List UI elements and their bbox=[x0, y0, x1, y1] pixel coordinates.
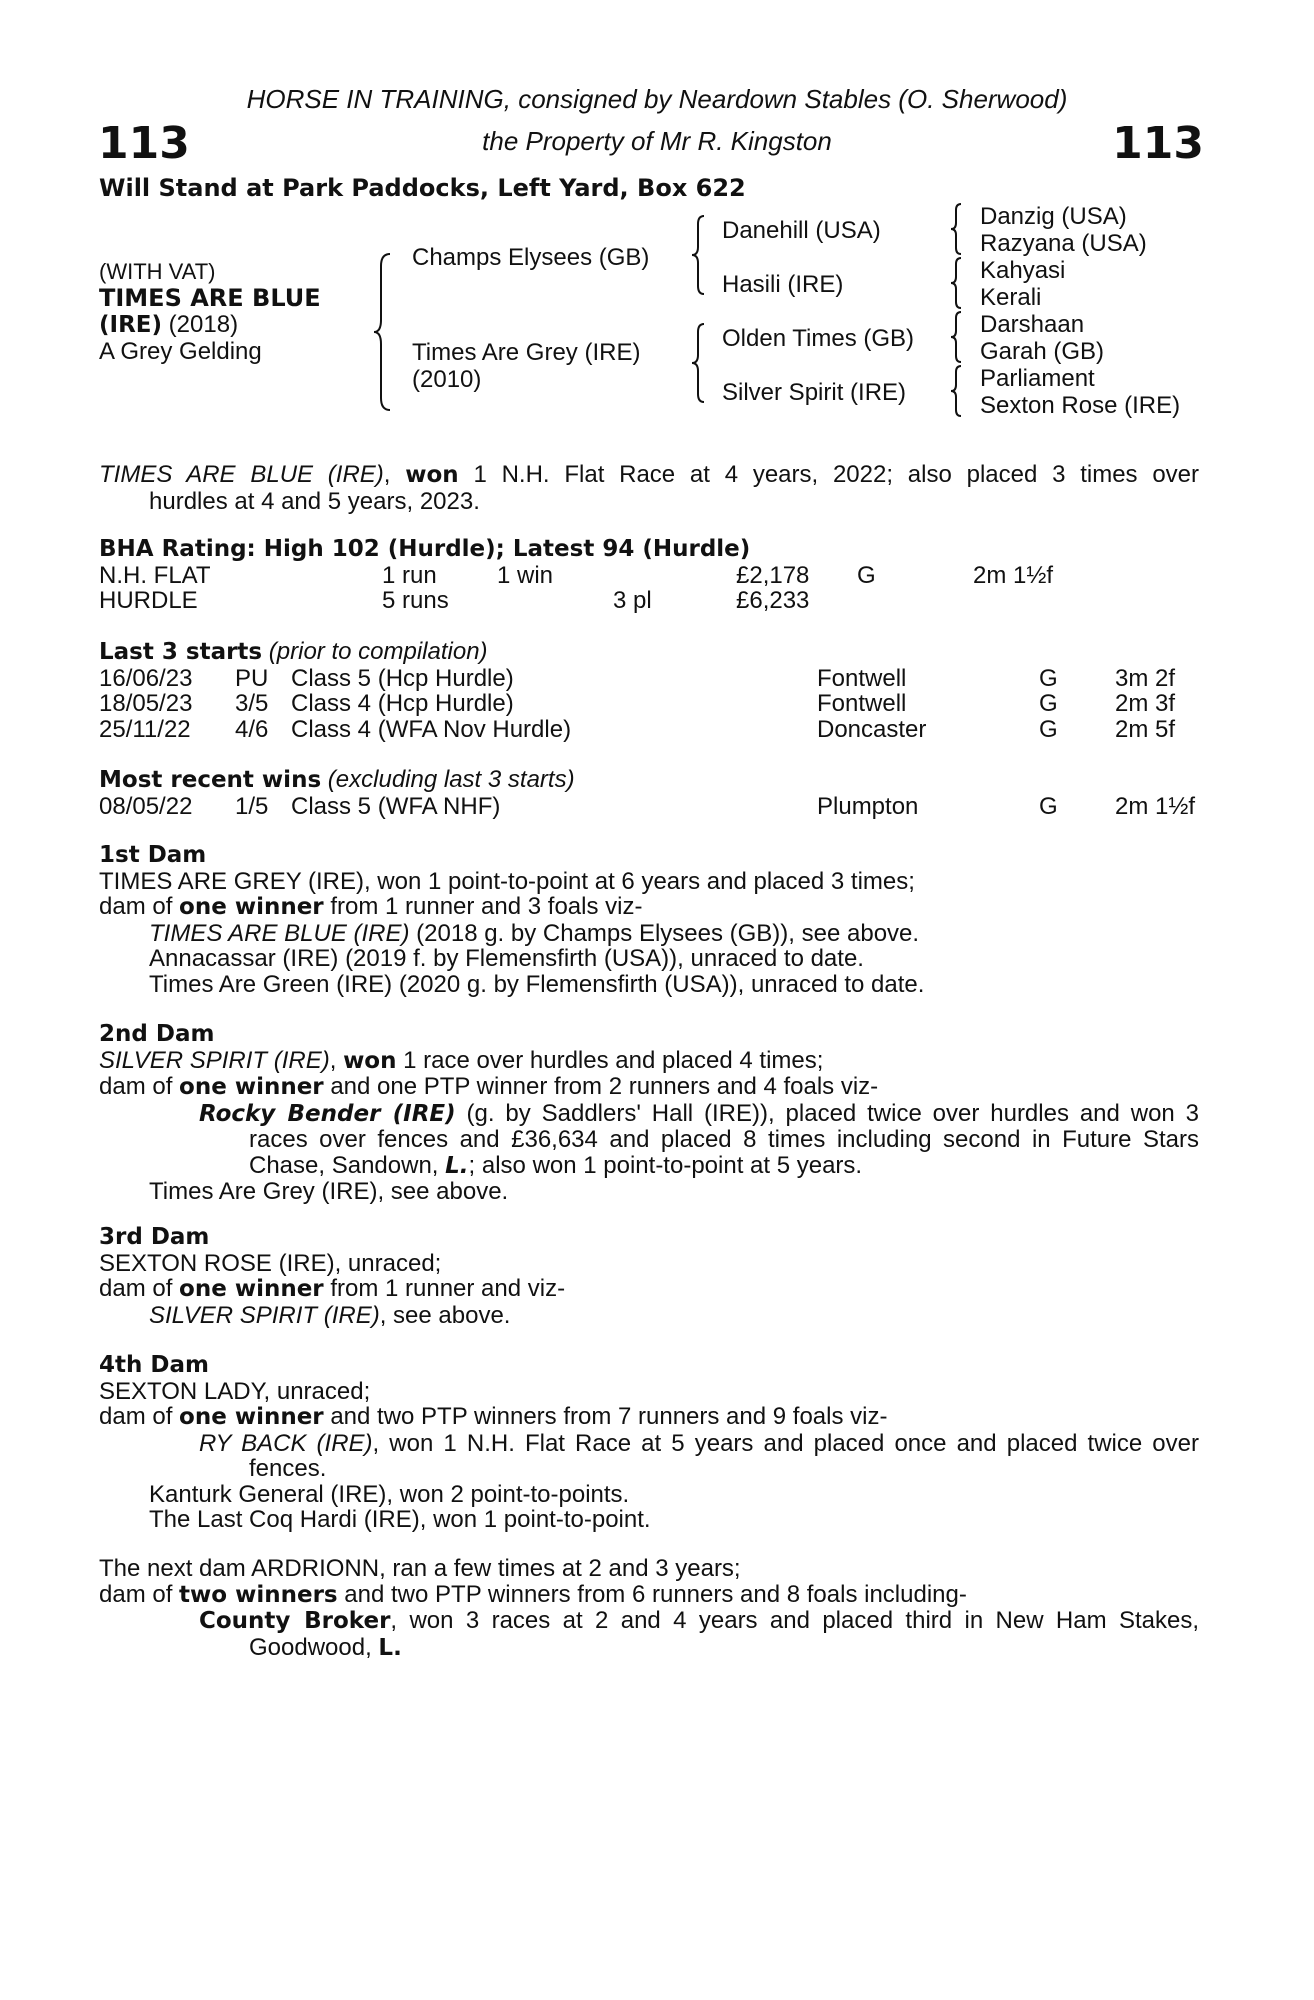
pedigree-brace bbox=[690, 214, 706, 296]
stand-location: Will Stand at Park Paddocks, Left Yard, Box 622 bbox=[99, 174, 746, 202]
pedigree-brace bbox=[690, 322, 706, 404]
dam-line: SILVER SPIRIT (IRE), won 1 race over hurdles and placed 4 times; bbox=[99, 1046, 824, 1074]
progeny-item: Rocky Bender (IRE) (g. by Saddlers' Hall (IRE)), placed twice over hurdles and won 3 races over fences and £36,634 and placed 8 times including second in Future Stars Chase, Sandown, L.; also won 1 point-to-point at 5 years. bbox=[199, 1099, 1199, 1179]
horse-suffix-year: (IRE) (2018) bbox=[99, 311, 239, 338]
vat-label: (WITH VAT) bbox=[99, 259, 216, 284]
section-heading: 4th Dam bbox=[99, 1352, 209, 1378]
fourth-dam-section bbox=[99, 1353, 1199, 1533]
rating-row: N.H. FLAT 1 run 1 win £2,178 G 2m 1½f bbox=[99, 561, 1054, 589]
second-dam-section bbox=[99, 1022, 1199, 1205]
owner-line: the Property of Mr R. Kingston bbox=[482, 126, 832, 156]
pedigree-dam-dam: Silver Spirit (IRE) bbox=[722, 379, 907, 406]
pedigree-brace bbox=[949, 310, 963, 364]
lot-number-right: 113 bbox=[1112, 118, 1204, 169]
progeny-item: SILVER SPIRIT (IRE), see above. bbox=[149, 1301, 511, 1329]
next-dam-section bbox=[99, 1556, 1199, 1661]
summary-line: TIMES ARE BLUE (IRE), won 1 N.H. Flat Race at 4 years, 2022; also placed 3 times over bbox=[99, 461, 1200, 488]
dam-line: dam of one winner and two PTP winners from 7 runners and 9 foals viz- bbox=[99, 1403, 888, 1430]
third-dam-section bbox=[99, 1225, 1199, 1328]
horse-description: A Grey Gelding bbox=[99, 338, 262, 365]
pedigree-gg-6: Garah (GB) bbox=[980, 338, 1105, 365]
progeny-item: TIMES ARE BLUE (IRE) (2018 g. by Champs Elysees (GB)), see above. bbox=[149, 919, 920, 947]
progeny-item: RY BACK (IRE), won 1 N.H. Flat Race at 5 years and placed once and placed twice over fences. bbox=[199, 1429, 1199, 1482]
pedigree-gg-8: Sexton Rose (IRE) bbox=[980, 392, 1181, 419]
pedigree-sire: Champs Elysees (GB) bbox=[412, 244, 650, 271]
pedigree-dam: Times Are Grey (IRE) bbox=[412, 339, 641, 366]
pedigree-brace bbox=[949, 256, 963, 310]
last-starts-title: Last 3 starts (prior to compilation) bbox=[99, 638, 488, 665]
pedigree-sire-dam: Hasili (IRE) bbox=[722, 271, 844, 298]
dam-line: dam of one winner from 1 runner and viz- bbox=[99, 1275, 566, 1302]
summary-line: hurdles at 4 and 5 years, 2023. bbox=[149, 487, 480, 515]
dam-line: SEXTON ROSE (IRE), unraced; bbox=[99, 1249, 442, 1277]
pedigree-dam-year: (2010) bbox=[412, 366, 482, 393]
consignment-line: HORSE IN TRAINING, consigned by Neardown Stables (O. Sherwood) bbox=[246, 84, 1068, 114]
progeny-item: Times Are Grey (IRE), see above. bbox=[149, 1178, 509, 1205]
win-row: 08/05/22 1/5 Class 5 (WFA NHF) Plumpton G 2m 1½f bbox=[99, 792, 1196, 820]
start-row: 16/06/23 PU Class 5 (Hcp Hurdle) Fontwell G 3m 2f bbox=[99, 664, 1176, 692]
pedigree-gg-3: Kahyasi bbox=[980, 257, 1066, 284]
dam-line: dam of two winners and two PTP winners from 6 runners and 8 foals including- bbox=[99, 1580, 967, 1608]
section-heading: 2nd Dam bbox=[99, 1021, 215, 1047]
dam-line: SEXTON LADY, unraced; bbox=[99, 1377, 371, 1405]
rating-title: BHA Rating: High 102 (Hurdle); Latest 94 (Hurdle) bbox=[99, 536, 751, 562]
dam-line: dam of one winner and one PTP winner from 2 runners and 4 foals viz- bbox=[99, 1073, 879, 1100]
pedigree-brace bbox=[949, 364, 963, 418]
section-heading: 1st Dam bbox=[99, 842, 207, 868]
race-summary bbox=[99, 462, 1199, 514]
last-starts-section bbox=[99, 639, 1199, 742]
pedigree-brace bbox=[949, 202, 963, 256]
progeny-item: The Last Coq Hardi (IRE), won 1 point-to-point. bbox=[149, 1506, 651, 1533]
start-row: 25/11/22 4/6 Class 4 (WFA Nov Hurdle) Doncaster G 2m 5f bbox=[99, 715, 1176, 743]
dam-line: The next dam ARDRIONN, ran a few times at 2 and 3 years; bbox=[99, 1555, 741, 1582]
pedigree-gg-1: Danzig (USA) bbox=[980, 203, 1127, 230]
pedigree-gg-5: Darshaan bbox=[980, 311, 1085, 338]
dam-line: TIMES ARE GREY (IRE), won 1 point-to-point at 6 years and placed 3 times; bbox=[99, 867, 915, 895]
progeny-item: Annacassar (IRE) (2019 f. by Flemensfirth (USA)), unraced to date. bbox=[149, 945, 864, 972]
pedigree-dam-sire: Olden Times (GB) bbox=[722, 325, 915, 352]
dam-line: dam of one winner from 1 runner and 3 foals viz- bbox=[99, 893, 643, 920]
pedigree-gg-7: Parliament bbox=[980, 365, 1095, 392]
start-row: 18/05/23 3/5 Class 4 (Hcp Hurdle) Fontwell G 2m 3f bbox=[99, 690, 1176, 717]
rating-row: HURDLE 5 runs 3 pl £6,233 bbox=[99, 587, 810, 614]
rating-section bbox=[99, 537, 1199, 614]
lot-number-left: 113 bbox=[98, 118, 190, 169]
pedigree-brace bbox=[372, 252, 392, 412]
pedigree-gg-4: Kerali bbox=[980, 284, 1042, 311]
horse-name: TIMES ARE BLUE bbox=[99, 284, 321, 312]
pedigree-sire-sire: Danehill (USA) bbox=[722, 217, 881, 244]
section-heading: 3rd Dam bbox=[99, 1224, 210, 1250]
pedigree-gg-2: Razyana (USA) bbox=[980, 230, 1147, 257]
recent-wins-title: Most recent wins (excluding last 3 starts) bbox=[99, 766, 575, 793]
progeny-item: County Broker, won 3 races at 2 and 4 years and placed third in New Ham Stakes, Goodwood, L. bbox=[199, 1607, 1200, 1661]
progeny-item: Kanturk General (IRE), won 2 point-to-points. bbox=[149, 1480, 630, 1508]
recent-wins-section bbox=[99, 767, 1199, 819]
progeny-item: Times Are Green (IRE) (2020 g. by Flemensfirth (USA)), unraced to date. bbox=[149, 970, 925, 998]
first-dam-section bbox=[99, 843, 1199, 997]
